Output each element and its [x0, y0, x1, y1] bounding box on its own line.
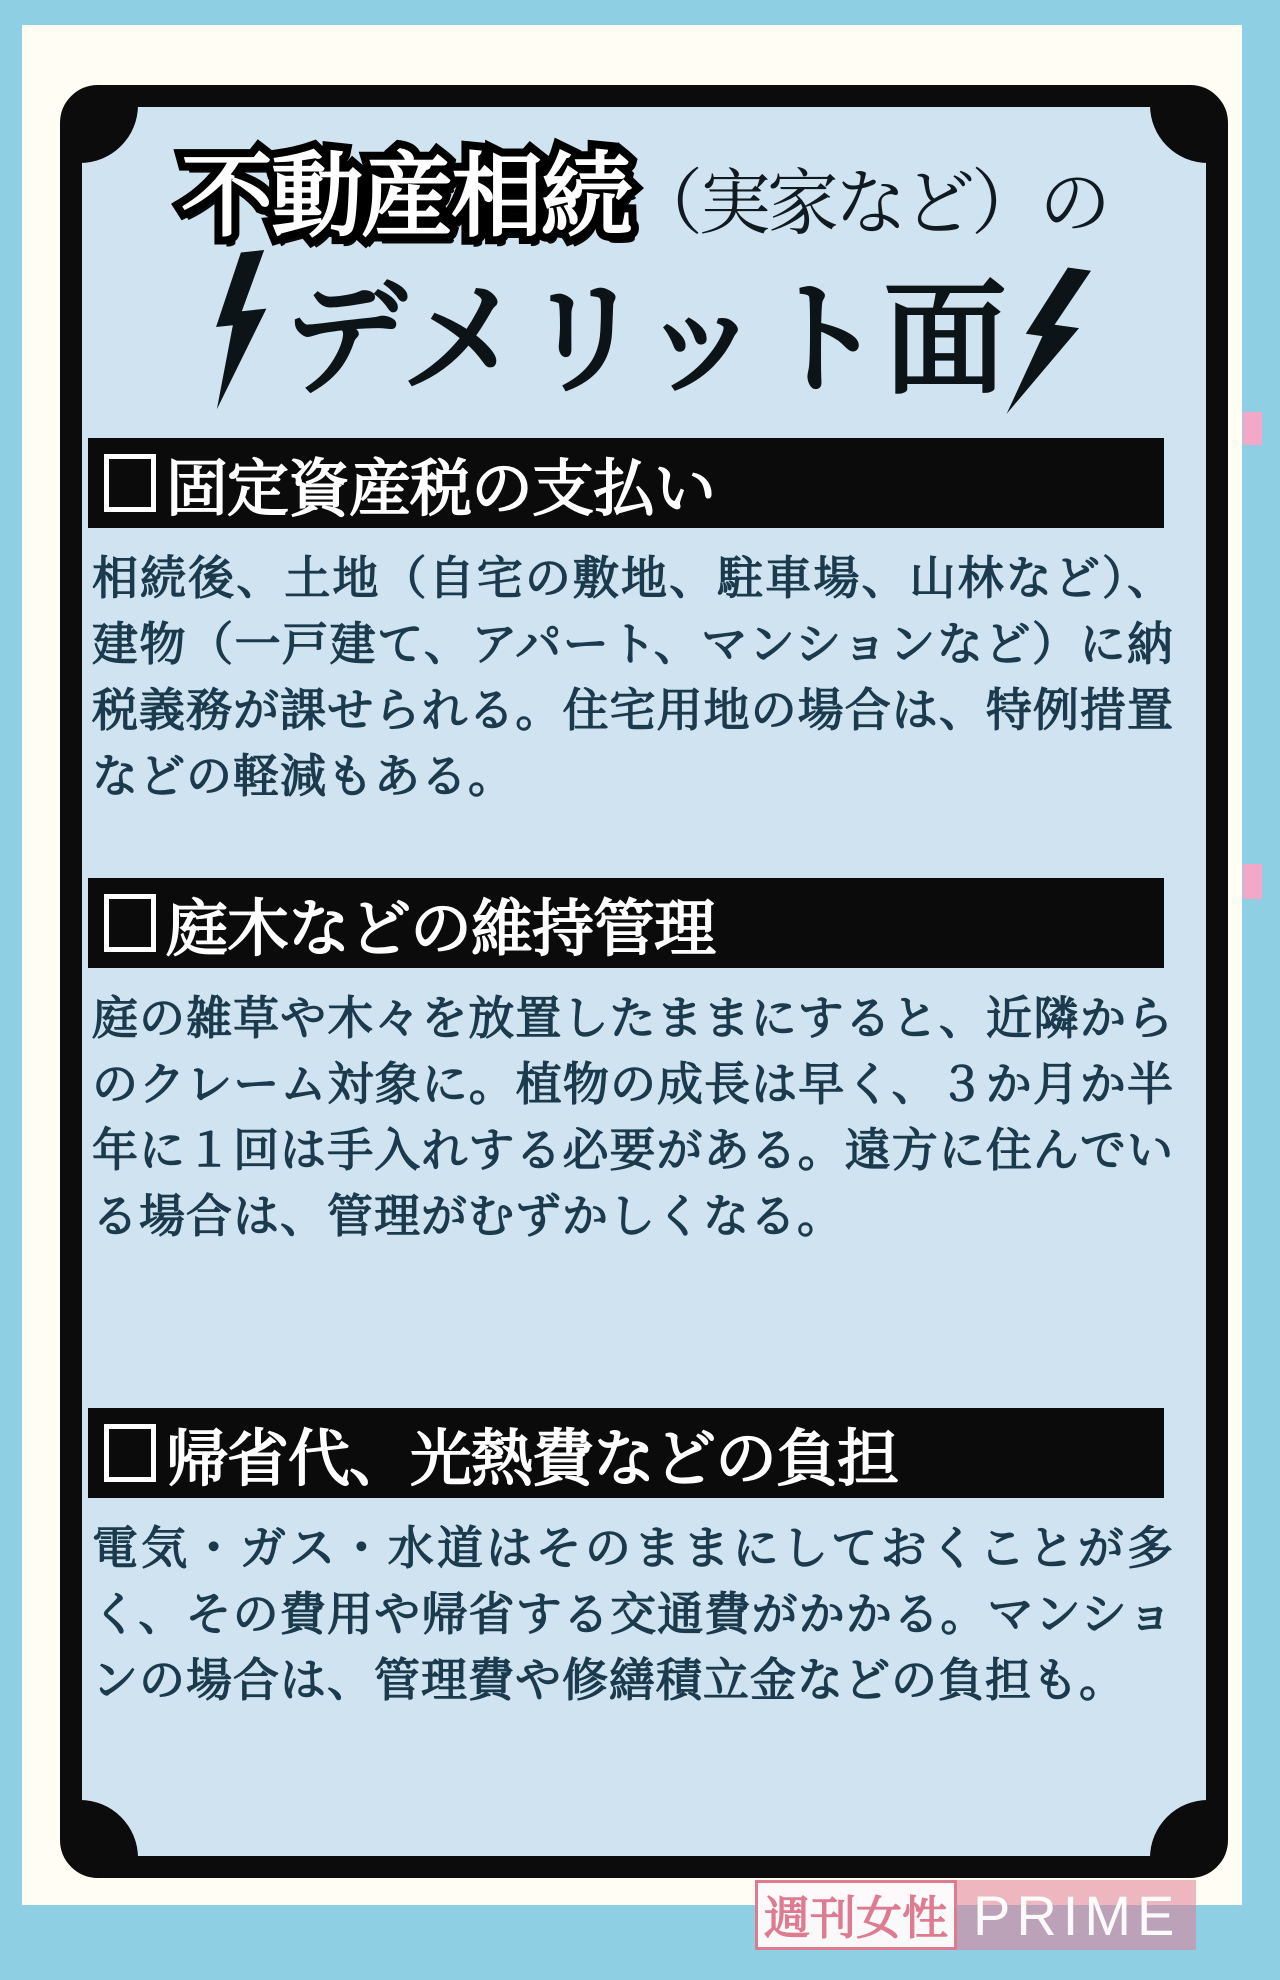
section-body-property-tax: 相続後、土地（自宅の敷地、駐車場、山林など）、建物（一戸建て、アパート、マンションなど）に納税義務が課せられる。住宅用地の場合は、特例措置などの軽減もある。 — [92, 551, 1174, 803]
section-heading-label: 庭木などの維持管理 — [166, 891, 716, 965]
ornamental-frame — [60, 85, 1228, 1878]
lightning-bolt-icon — [998, 256, 1098, 430]
pink-edge-tab — [1243, 412, 1262, 445]
watermark-en-label: PRIME — [973, 1883, 1181, 1947]
section-heading-label: 帰省代、光熱費などの負担 — [166, 1421, 899, 1495]
checkbox-icon — [104, 894, 156, 952]
publisher-watermark — [755, 1880, 1196, 1950]
watermark-jp-label: 週刊女性 — [755, 1880, 957, 1950]
checkbox-icon — [104, 454, 156, 512]
section-heading-garden-maintenance — [88, 878, 1164, 968]
section-heading-utility-costs — [88, 1408, 1164, 1498]
section-body-garden-maintenance: 庭の雑草や木々を放置したままにすると、近隣からのクレーム対象に。植物の成長は早く、３か月か半年に１回は手入れする必要がある。遠方に住んでいる場合は、管理がむずかしくなる。 — [92, 991, 1174, 1243]
title-main-text: 不動産相続 不動産相続 — [181, 123, 631, 255]
checkbox-icon — [104, 1424, 156, 1482]
lightning-bolt-icon — [191, 232, 288, 429]
section-heading-property-tax — [88, 438, 1164, 528]
section-heading-label: 固定資産税の支払い — [166, 451, 716, 525]
title-line-2 — [82, 235, 1206, 445]
title-paren-text: （実家など）の — [631, 161, 1108, 245]
pink-edge-tab — [1243, 864, 1262, 899]
section-body-utility-costs: 電気・ガス・水道はそのままにしておくことが多く、その費用や帰省する交通費がかかる。マンションの場合は、管理費や修繕積立金などの負担も。 — [92, 1521, 1174, 1707]
title-demerit-text: デメリット面 — [282, 268, 1006, 412]
panel-content — [82, 107, 1206, 1856]
